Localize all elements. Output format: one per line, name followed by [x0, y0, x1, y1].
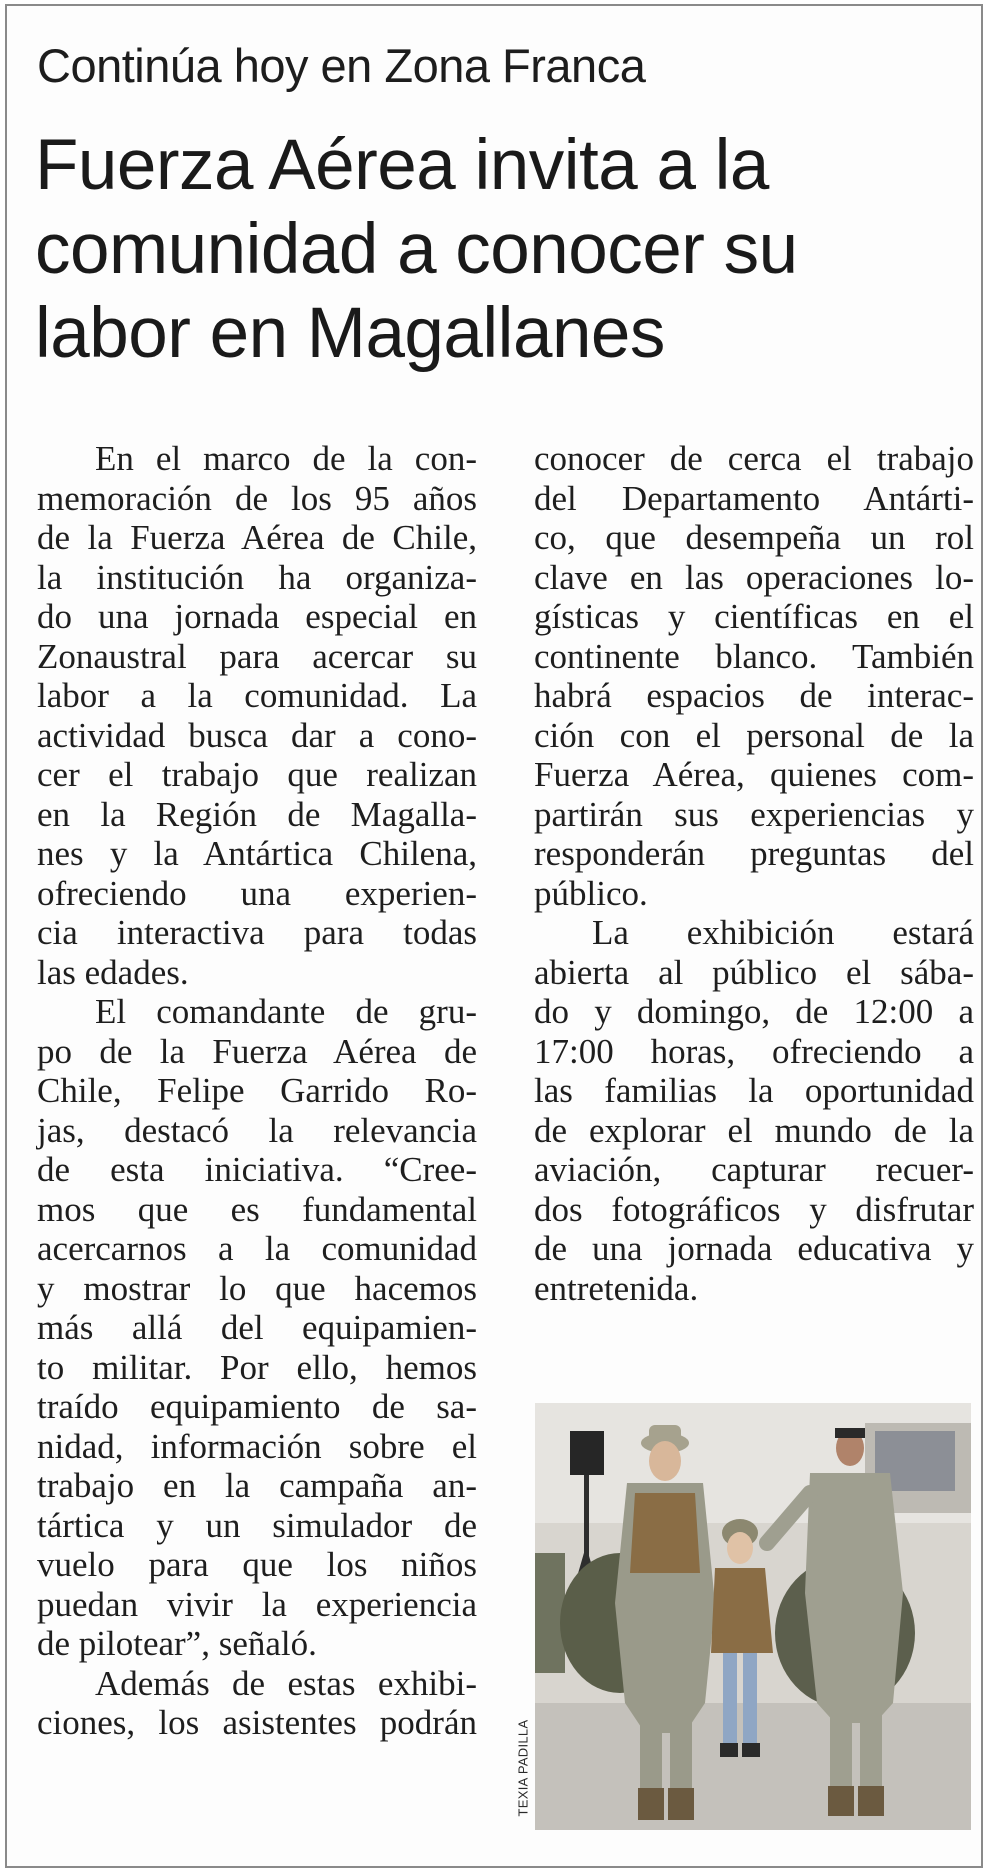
body-line: traído equipamiento de sa-: [37, 1387, 477, 1426]
body-line: más allá del equipamien-: [37, 1308, 477, 1347]
body-line: nidad, información sobre el: [37, 1426, 477, 1466]
body-line: del Departamento Antárti-: [534, 478, 974, 518]
body-line: y mostrar lo que hacemos: [37, 1268, 477, 1308]
body-line: labor a la comunidad. La: [37, 676, 477, 715]
body-line: cer el trabajo que realizan: [37, 755, 477, 794]
body-line: Zonaustral para acercar su: [37, 636, 477, 676]
body-line: de esta iniciativa. “Cree-: [37, 1150, 477, 1189]
body-line: de una jornada educativa y: [534, 1229, 974, 1268]
body-line: abierta al público el sába-: [534, 952, 974, 992]
soldiers-with-child-illustration: [535, 1403, 971, 1830]
body-line: las familias la oportunidad: [534, 1071, 974, 1110]
headline-line: Fuerza Aérea invita a la: [35, 126, 769, 205]
body-line: clave en las operaciones lo-: [534, 557, 974, 597]
body-line: 17:00 horas, ofreciendo a: [534, 1031, 974, 1071]
photo-credit: [515, 1706, 531, 1830]
body-line: gísticas y científicas en el: [534, 597, 974, 636]
body-line: partirán sus experiencias y: [534, 794, 974, 834]
body-line: cia interactiva para todas: [37, 913, 477, 952]
body-line: co, que desempeña un rol: [534, 518, 974, 557]
body-line: tártica y un simulador de: [37, 1505, 477, 1545]
body-line: Fuerza Aérea, quienes com-: [534, 755, 974, 794]
body-line: Chile, Felipe Garrido Ro-: [37, 1071, 477, 1110]
newspaper-clipping: [5, 4, 983, 1868]
body-line: continente blanco. También: [534, 636, 974, 676]
body-line: público.: [534, 873, 648, 913]
body-line: Además de estas exhibi-: [95, 1663, 477, 1703]
body-line: to militar. Por ello, hemos: [37, 1347, 477, 1387]
article-photo: [535, 1403, 971, 1830]
body-line: do y domingo, de 12:00 a: [534, 992, 974, 1031]
body-line: las edades.: [37, 952, 189, 992]
body-line: aviación, capturar recuer-: [534, 1150, 974, 1189]
headline-line: labor en Magallanes: [35, 294, 665, 373]
body-line: actividad busca dar a cono-: [37, 715, 477, 755]
body-line: jas, destacó la relevancia: [37, 1110, 477, 1150]
body-line: mos que es fundamental: [37, 1189, 477, 1229]
body-line: do una jornada especial en: [37, 597, 477, 636]
kicker-subtitle: Continúa hoy en Zona Franca: [37, 39, 646, 92]
body-line: habrá espacios de interac-: [534, 676, 974, 715]
headline: [35, 124, 965, 376]
body-line: La exhibición estará: [592, 913, 974, 952]
body-line: entretenida.: [534, 1268, 699, 1308]
body-column-left: [37, 439, 477, 1743]
photo-credit-text: TEXIA PADILLA: [515, 1719, 531, 1817]
body-line: El comandante de gru-: [95, 992, 477, 1031]
body-line: dos fotográficos y disfrutar: [534, 1189, 974, 1229]
body-line: nes y la Antártica Chilena,: [37, 834, 477, 873]
body-line: ción con el personal de la: [534, 715, 974, 755]
body-line: de pilotear”, señaló.: [37, 1624, 317, 1663]
body-line: memoración de los 95 años: [37, 478, 477, 518]
body-line: vuelo para que los niños: [37, 1545, 477, 1584]
body-line: responderán preguntas del: [534, 834, 974, 873]
body-line: ofreciendo una experien-: [37, 873, 477, 913]
body-line: acercarnos a la comunidad: [37, 1229, 477, 1268]
body-line: ciones, los asistentes podrán: [37, 1703, 477, 1742]
body-line: en la Región de Magalla-: [37, 794, 477, 834]
body-line: trabajo en la campaña an-: [37, 1466, 477, 1505]
body-line: de explorar el mundo de la: [534, 1110, 974, 1150]
body-line: conocer de cerca el trabajo: [534, 439, 974, 478]
body-line: po de la Fuerza Aérea de: [37, 1031, 477, 1071]
headline-line: comunidad a conocer su: [35, 210, 798, 289]
body-line: En el marco de la con-: [95, 439, 477, 478]
body-line: de la Fuerza Aérea de Chile,: [37, 518, 477, 557]
body-line: puedan vivir la experiencia: [37, 1584, 477, 1624]
body-line: la institución ha organiza-: [37, 557, 477, 597]
body-column-right: [534, 439, 974, 1308]
